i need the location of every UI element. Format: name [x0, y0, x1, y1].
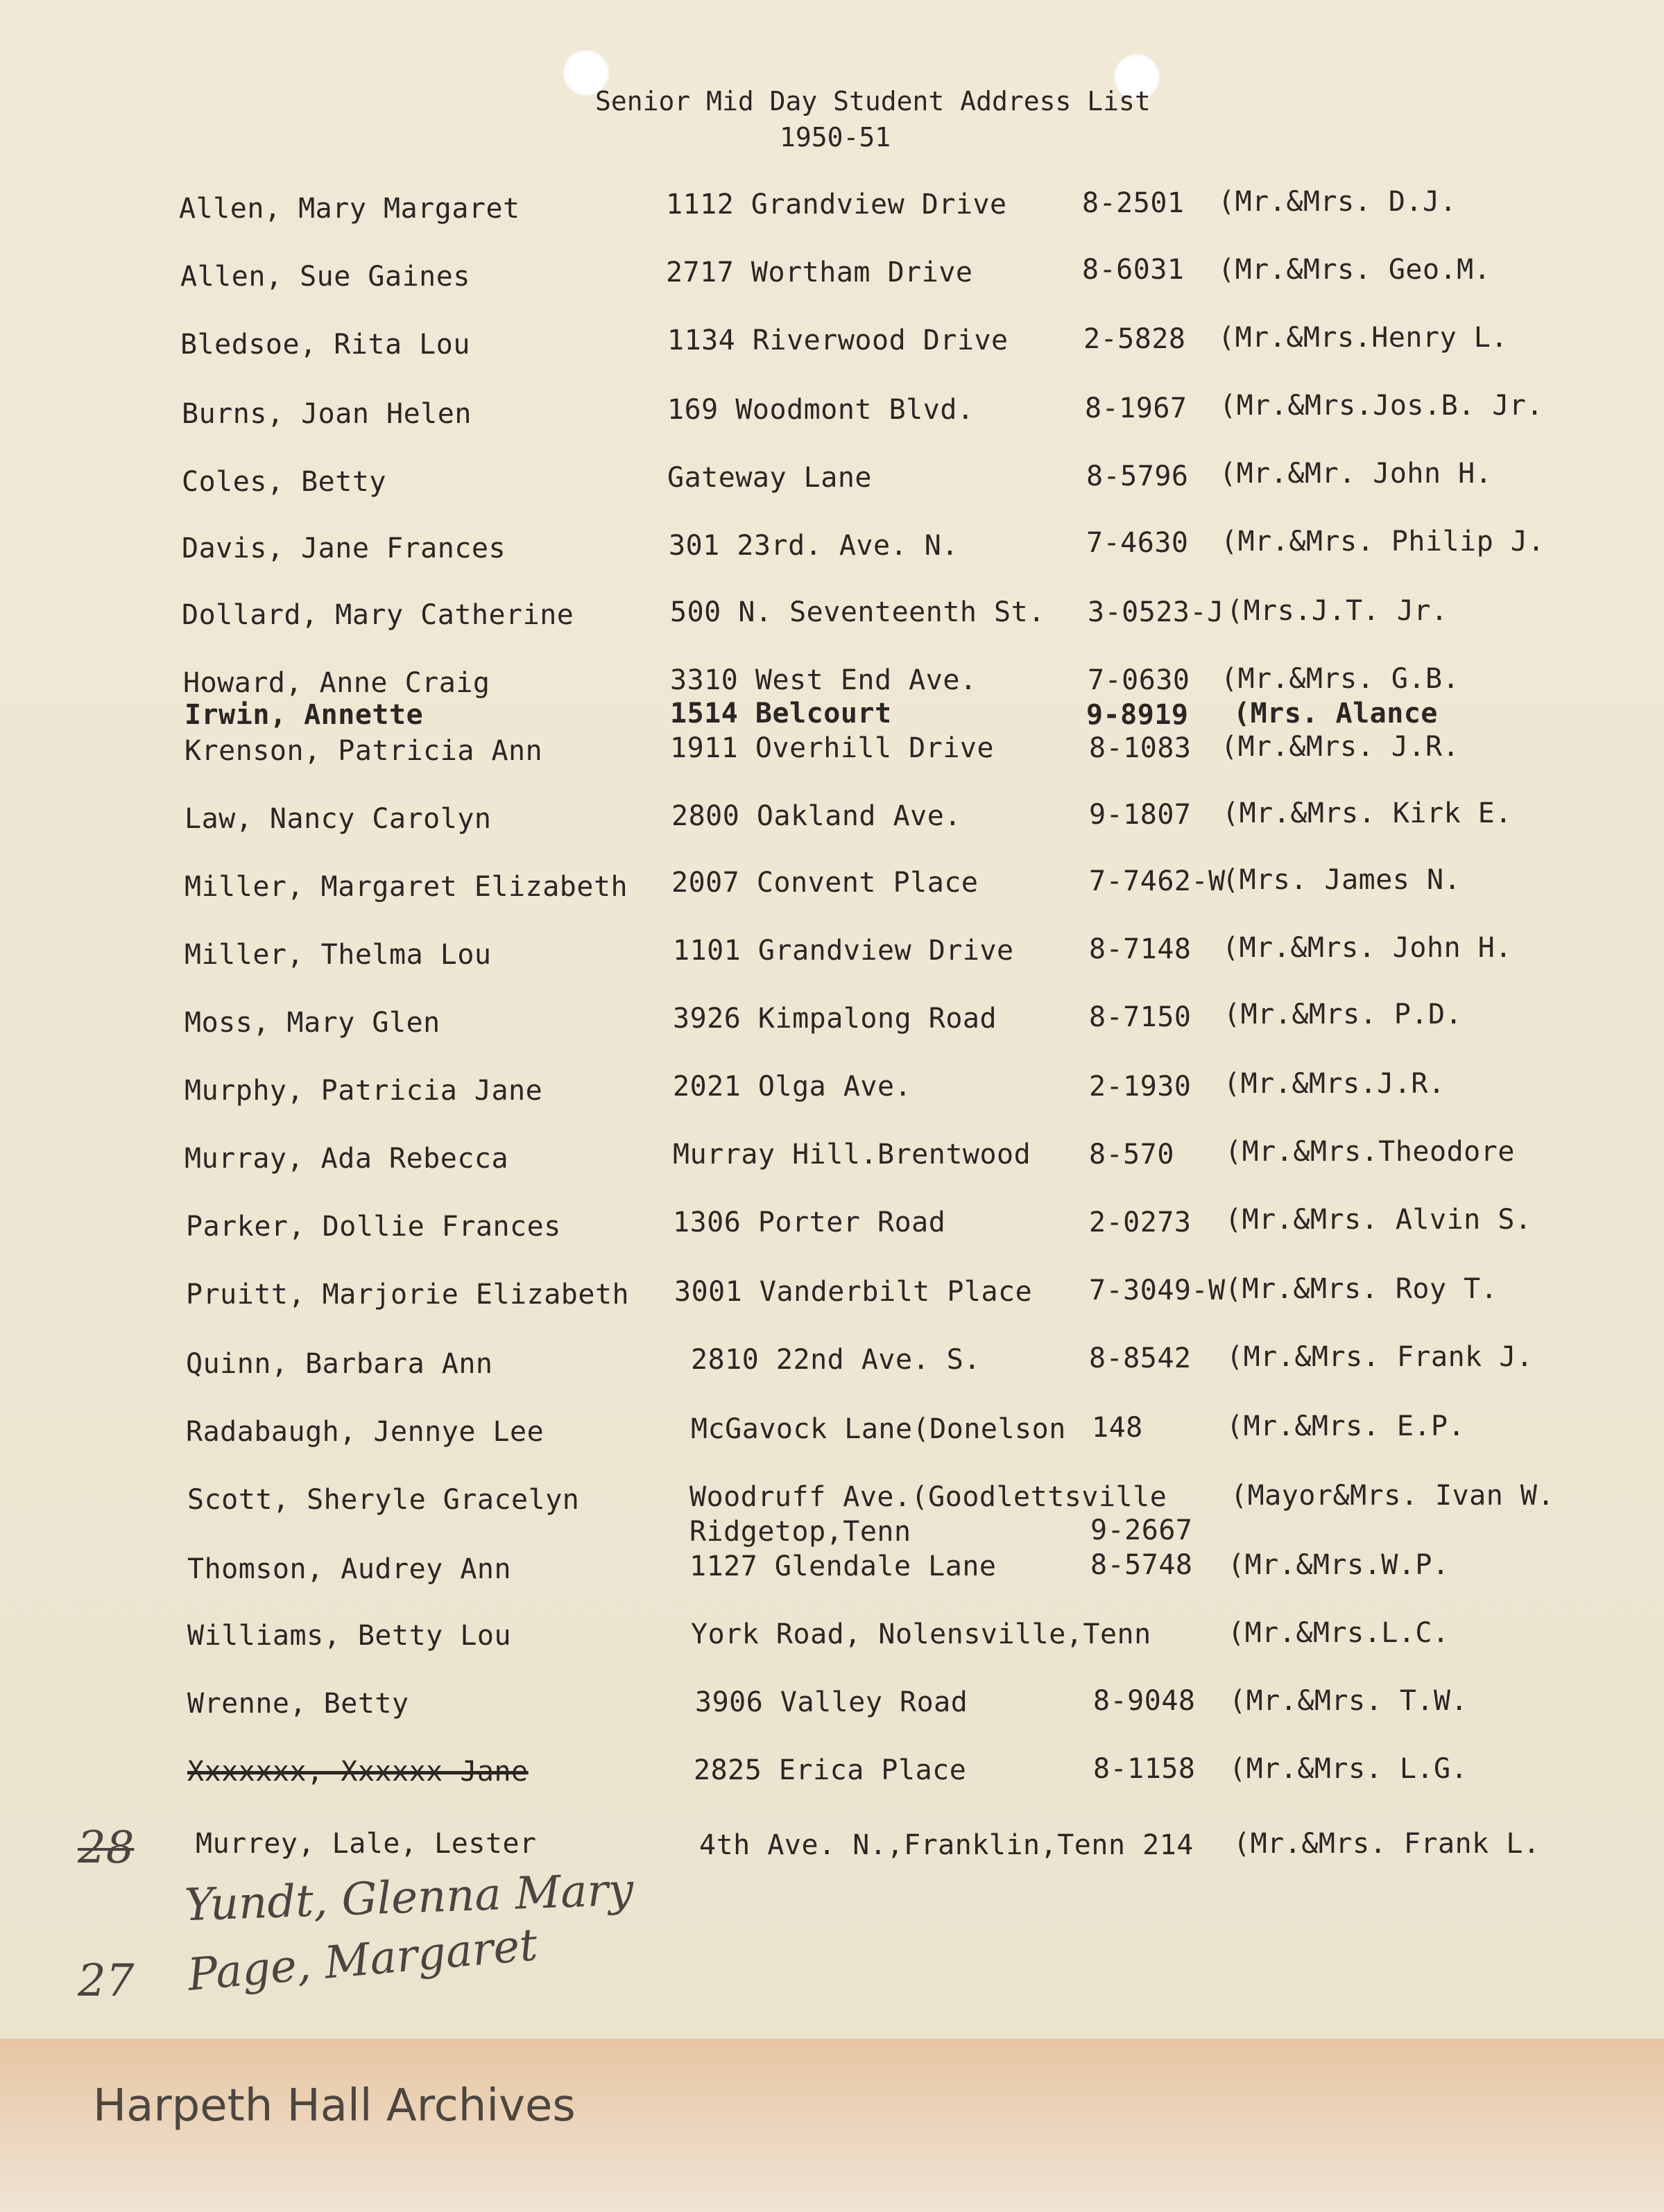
student-parents: (Mr.&Mrs. P.D. [1224, 999, 1463, 1030]
student-name: Allen, Mary Margaret [179, 193, 520, 225]
student-name: Bledsoe, Rita Lou [180, 329, 470, 361]
student-phone: 8-9048 [1093, 1685, 1196, 1717]
student-parents: (Mayor&Mrs. Ivan W. [1230, 1480, 1555, 1512]
student-phone: 8-5748 [1090, 1549, 1193, 1581]
student-name: Quinn, Barbara Ann [186, 1348, 493, 1380]
student-parents: (Mr.&Mrs. E.P. [1226, 1410, 1466, 1442]
student-name: Coles, Betty [182, 466, 386, 498]
student-phone: 3-0523-J [1088, 596, 1224, 628]
student-phone: 7-7462-W [1089, 865, 1226, 897]
student-phone: 8-8542 [1089, 1342, 1192, 1374]
student-phone: 8-570 [1089, 1139, 1174, 1170]
student-name: Irwin, Annette [185, 699, 424, 731]
student-name: Scott, Sheryle Gracelyn [187, 1484, 580, 1516]
handwritten-count-struck: 28 [78, 1822, 135, 1874]
student-address: 1306 Porter Road [673, 1207, 946, 1238]
student-address: 1101 Grandview Drive [673, 935, 1014, 967]
student-parents: (Mrs. James N. [1222, 864, 1461, 896]
student-name: Krenson, Patricia Ann [185, 735, 543, 767]
student-name: Parker, Dollie Frances [186, 1211, 561, 1243]
student-phone: 9-2667 [1090, 1514, 1193, 1546]
student-name: Allen, Sue Gaines [180, 261, 470, 293]
student-name: Miller, Margaret Elizabeth [185, 871, 628, 903]
student-parents: (Mr.&Mrs. Frank L. [1233, 1828, 1541, 1860]
student-address: 3001 Vanderbilt Place [674, 1276, 1033, 1308]
student-parents: (Mr.&Mrs. L.G. [1229, 1753, 1468, 1785]
student-phone: 8-7150 [1089, 1001, 1192, 1033]
student-phone: 8-7148 [1089, 933, 1192, 965]
student-parents: (Mr.&Mrs. T.W. [1229, 1685, 1468, 1717]
student-address: 1127 Glendale Lane [689, 1550, 997, 1582]
student-name: Howard, Anne Craig [183, 667, 490, 699]
student-phone: 148 [1092, 1412, 1143, 1444]
student-name: Dollard, Mary Catherine [182, 599, 574, 631]
archive-footer [0, 2039, 1664, 2212]
student-parents: (Mr.&Mrs. Alvin S. [1225, 1204, 1532, 1236]
student-phone: 8-2501 [1082, 187, 1185, 219]
handwritten-name-1: Yundt, Glenna Mary [183, 1864, 635, 1932]
student-address: 301 23rd. Ave. N. [669, 530, 959, 562]
student-parents: (Mr.&Mrs. G.B. [1221, 663, 1460, 695]
student-phone: 7-3049-W [1089, 1275, 1226, 1306]
student-parents: (Mr.&Mrs. Philip J. [1221, 526, 1545, 558]
student-name: Miller, Thelma Lou [185, 939, 492, 971]
student-address: 500 N. Seventeenth St. [670, 596, 1045, 628]
student-phone: 8-1158 [1093, 1753, 1196, 1785]
student-address: 4th Ave. N.,Franklin,Tenn 214 [699, 1829, 1194, 1861]
student-parents: (Mrs.J.T. Jr. [1226, 595, 1448, 627]
student-name: Davis, Jane Frances [182, 533, 506, 564]
student-name: Burns, Joan Helen [182, 398, 472, 430]
student-address: Ridgetop,Tenn [689, 1516, 911, 1548]
student-phone: 8-1083 [1089, 732, 1192, 764]
student-parents: (Mr.&Mrs. Geo.M. [1218, 254, 1491, 286]
school-year: 1950-51 [780, 122, 891, 153]
handwritten-count: 27 [78, 1955, 135, 2007]
student-phone: 7-0630 [1088, 664, 1190, 696]
student-address: 2825 Erica Place [694, 1754, 967, 1786]
student-name: Radabaugh, Jennye Lee [186, 1416, 544, 1448]
student-parents: (Mr.&Mrs. John H. [1222, 932, 1512, 964]
student-address: McGavock Lane(Donelson [691, 1413, 1066, 1445]
student-name: Murrey, Lale, Lester [196, 1828, 537, 1860]
student-phone: 8-5796 [1086, 460, 1189, 492]
student-phone: 2-5828 [1083, 323, 1186, 355]
student-name: Pruitt, Marjorie Elizabeth [186, 1279, 630, 1311]
student-phone: 2-1930 [1089, 1071, 1192, 1103]
student-address: 2021 Olga Ave. [673, 1071, 912, 1103]
student-address: 1514 Belcourt [670, 698, 892, 729]
student-parents: (Mr.&Mrs.Henry L. [1218, 322, 1508, 354]
student-phone: 7-4630 [1086, 527, 1189, 559]
student-parents: (Mr.&Mrs. D.J. [1218, 186, 1457, 218]
student-name: Wrenne, Betty [187, 1688, 409, 1720]
student-phone: 2-0273 [1089, 1207, 1192, 1238]
student-name: Murray, Ada Rebecca [185, 1143, 509, 1175]
student-parents: (Mr.&Mrs. Kirk E. [1222, 797, 1512, 829]
student-name: Murphy, Patricia Jane [185, 1075, 543, 1107]
student-address: 3310 West End Ave. [670, 664, 977, 696]
student-parents: (Mrs. Alance [1233, 698, 1438, 729]
student-parents: (Mr.&Mrs.J.R. [1224, 1068, 1446, 1100]
handwritten-name-2: Page, Margaret [185, 1919, 540, 2001]
page-title: Senior Mid Day Student Address List [595, 86, 1151, 116]
student-address: Murray Hill.Brentwood [673, 1139, 1031, 1170]
student-name: Law, Nancy Carolyn [185, 803, 492, 835]
student-address: 3906 Valley Road [695, 1686, 968, 1718]
student-address: 2007 Convent Place [671, 867, 979, 899]
student-name: Moss, Mary Glen [185, 1007, 440, 1039]
student-parents: (Mr.&Mrs.Theodore [1225, 1136, 1515, 1168]
student-address: 2717 Wortham Drive [666, 257, 973, 288]
student-name: Thomson, Audrey Ann [187, 1553, 512, 1585]
student-address: 1112 Grandview Drive [666, 189, 1007, 221]
student-parents: (Mr.&Mrs.W.P. [1228, 1549, 1450, 1581]
student-address: York Road, Nolensville,Tenn [691, 1618, 1151, 1650]
student-phone: 9-8919 [1086, 699, 1189, 731]
student-address: 1911 Overhill Drive [670, 732, 995, 764]
student-name-struck: Xxxxxxx, Xxxxxx Jane [187, 1756, 529, 1788]
student-parents: (Mr.&Mrs.L.C. [1228, 1617, 1450, 1649]
student-phone: 8-6031 [1082, 254, 1185, 286]
student-address: 2810 22nd Ave. S. [691, 1344, 981, 1376]
student-parents: (Mr.&Mrs. J.R. [1221, 731, 1460, 763]
student-parents: (Mr.&Mrs.Jos.B. Jr. [1219, 390, 1544, 422]
student-name: Williams, Betty Lou [187, 1620, 512, 1652]
student-address: 169 Woodmont Blvd. [667, 394, 975, 426]
student-address: 3926 Kimpalong Road [673, 1003, 997, 1035]
student-phone: 9-1807 [1089, 799, 1192, 831]
student-parents: (Mr.&Mrs. Frank J. [1226, 1341, 1534, 1373]
student-parents: (Mr.&Mr. John H. [1219, 458, 1493, 490]
student-address: 2800 Oakland Ave. [671, 800, 961, 832]
student-address: Woodruff Ave.(Goodlettsville [689, 1481, 1167, 1513]
student-phone: 8-1967 [1085, 392, 1187, 424]
archive-label: Harpeth Hall Archives [93, 2080, 576, 2132]
student-address: Gateway Lane [667, 462, 872, 494]
student-address: 1134 Riverwood Drive [667, 325, 1009, 356]
student-parents: (Mr.&Mrs. Roy T. [1225, 1273, 1498, 1305]
